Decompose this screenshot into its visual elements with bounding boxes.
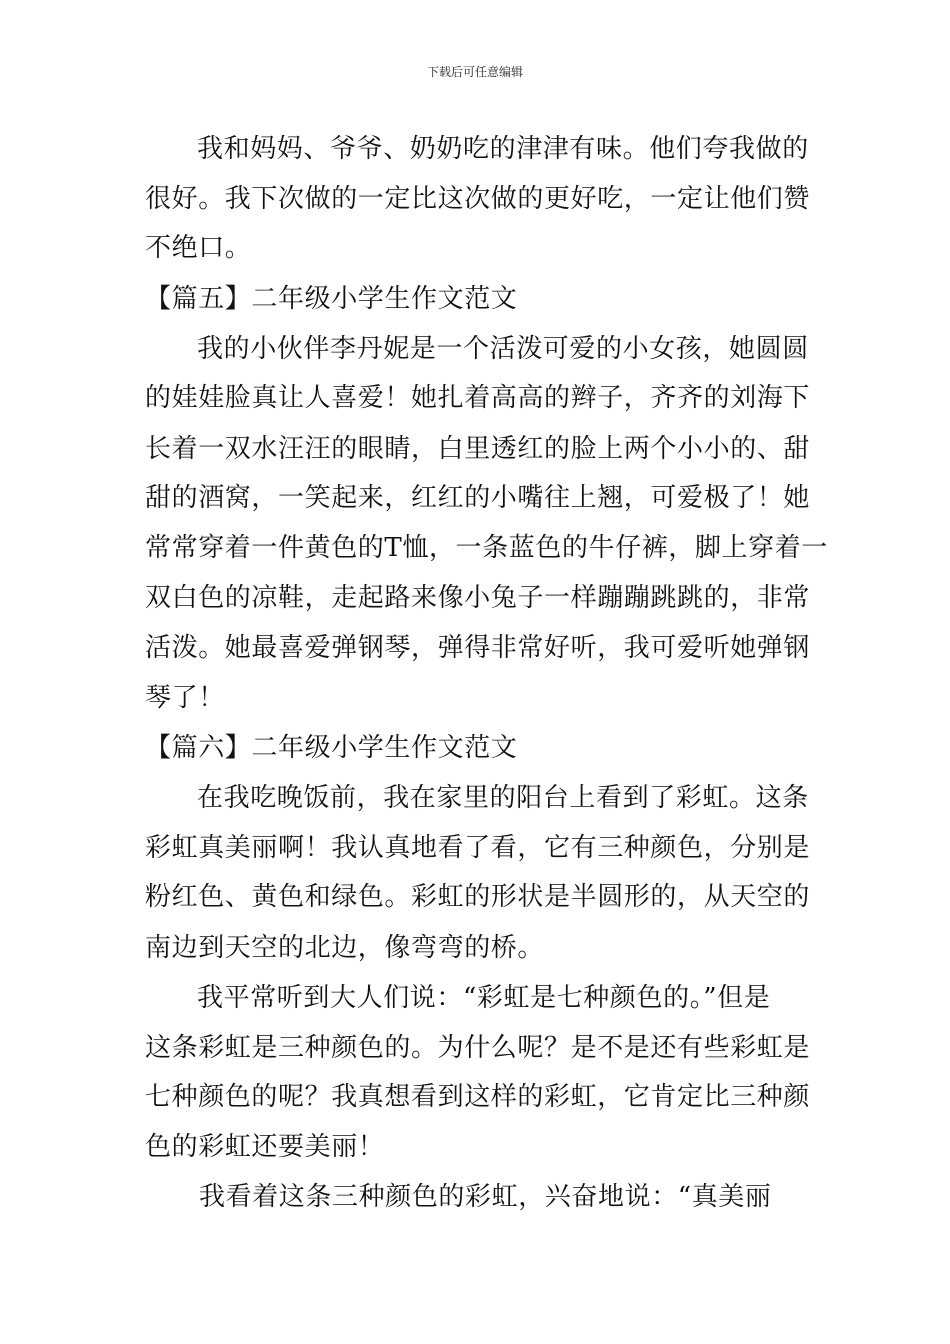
- paragraph-line: 南边到天空的北边，像弯弯的桥。: [145, 933, 545, 963]
- paragraph-line: 彩虹真美丽啊！我认真地看了看，它有三种颜色，分别是: [145, 833, 811, 863]
- paragraph-line: 我和妈妈、爷爷、奶奶吃的津津有味。他们夸我做的: [197, 134, 809, 164]
- paragraph-line: 我平常听到大人们说：“彩虹是七种颜色的。”但是: [197, 983, 771, 1013]
- paragraph-line: 双白色的凉鞋，走起路来像小兔子一样蹦蹦跳跳的，非常: [145, 583, 811, 613]
- paragraph-line: 琴了！: [145, 683, 225, 713]
- paragraph-line: 的娃娃脸真让人喜爱！她扎着高高的辫子，齐齐的刘海下: [145, 383, 811, 413]
- page-header: 下载后可任意编辑: [426, 65, 523, 79]
- section-heading: 【篇五】二年级小学生作文范文: [145, 284, 518, 314]
- paragraph-line: 不绝口。: [145, 233, 252, 263]
- section-heading: 【篇六】二年级小学生作文范文: [145, 733, 518, 763]
- paragraph-line: 色的彩虹还要美丽！: [145, 1132, 385, 1162]
- paragraph-line: 常常穿着一件黄色的T恤，一条蓝色的牛仔裤，脚上穿着一: [145, 533, 828, 563]
- paragraph-line: 活泼。她最喜爱弹钢琴，弹得非常好听，我可爱听她弹钢: [145, 633, 811, 663]
- paragraph-line: 在我吃晚饭前，我在家里的阳台上看到了彩虹。这条: [197, 783, 809, 813]
- paragraph-line: 这条彩虹是三种颜色的。为什么呢？是不是还有些彩虹是: [145, 1033, 811, 1063]
- paragraph-line: 很好。我下次做的一定比这次做的更好吃，一定让他们赞: [145, 184, 811, 214]
- paragraph-line: 我看着这条三种颜色的彩虹，兴奋地说：“真美丽: [199, 1182, 772, 1212]
- paragraph-line: 我的小伙伴李丹妮是一个活泼可爱的小女孩，她圆圆: [197, 334, 809, 364]
- paragraph-line: 粉红色、黄色和绿色。彩虹的形状是半圆形的，从天空的: [145, 882, 811, 912]
- paragraph-line: 长着一双水汪汪的眼睛，白里透红的脸上两个小小的、甜: [145, 434, 811, 464]
- paragraph-line: 七种颜色的呢？我真想看到这样的彩虹，它肯定比三种颜: [145, 1082, 811, 1112]
- paragraph-line: 甜的酒窝，一笑起来，红红的小嘴往上翘，可爱极了！她: [145, 483, 811, 513]
